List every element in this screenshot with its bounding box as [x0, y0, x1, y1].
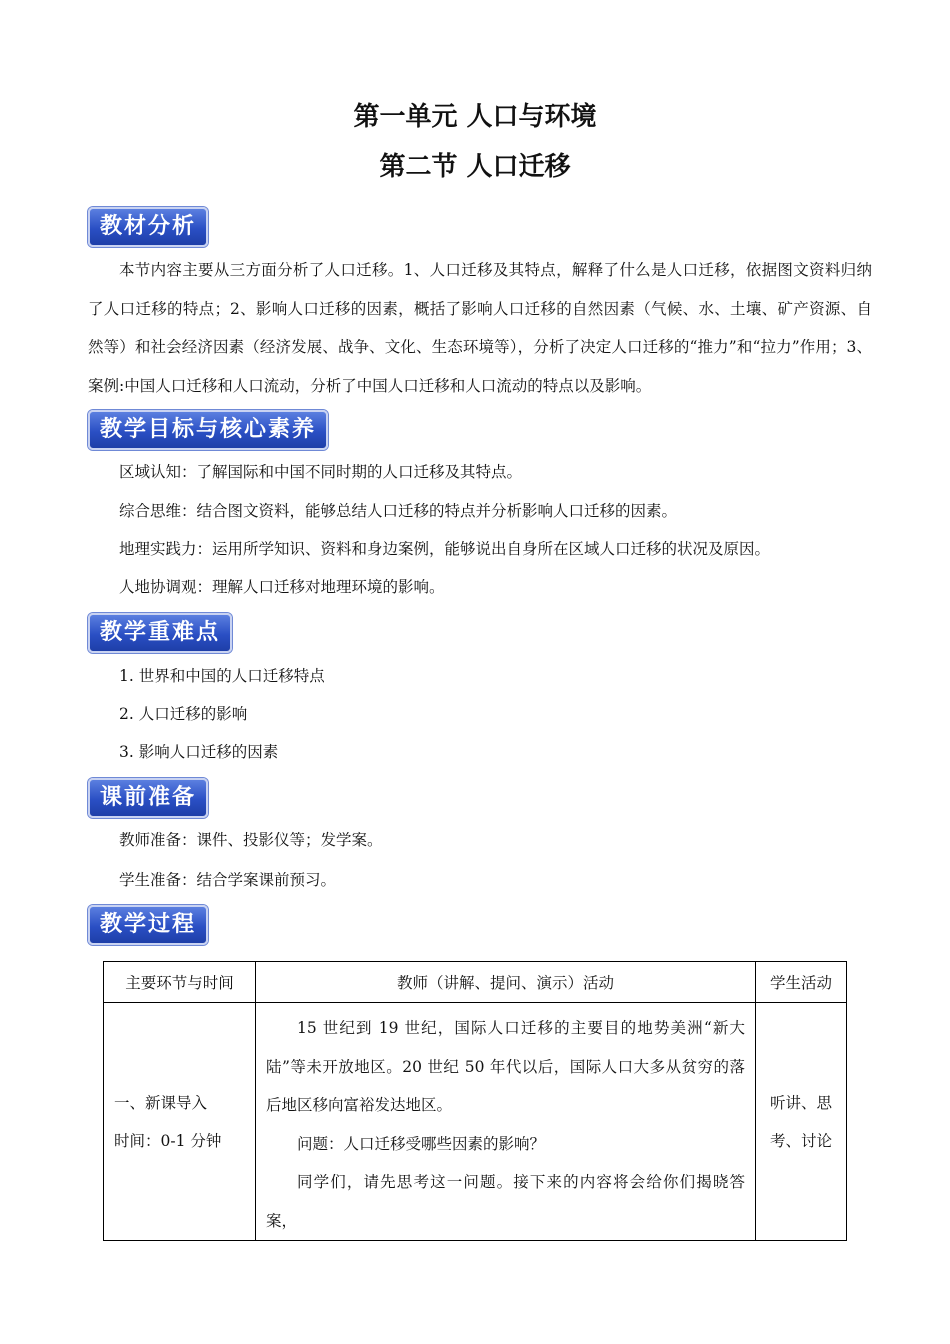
goal-human-earth-harmony: 人地协调观：理解人口迁移对地理环境的影响。 — [119, 578, 445, 596]
badge-textbook-analysis: 教材分析 — [88, 207, 208, 247]
student-activity-cell: 听讲、思考、讨论 — [756, 1003, 847, 1241]
teacher-activity-question: 问题：人口迁移受哪些因素的影响？ — [297, 1134, 546, 1153]
teacher-activity-paragraph: 15 世纪到 19 世纪，国际人口迁移的主要目的地势美洲“新大陆”等未开放地区。20 世纪 50 年代以后，国际人口大多从贫穷的落后地区移向富裕发达地区。 — [266, 1019, 745, 1114]
table-row — [104, 1003, 847, 1241]
student-preparation: 学生准备：结合学案课前预习。 — [119, 871, 337, 889]
teaching-process-table — [103, 961, 847, 1241]
goal-geographic-practice: 地理实践力：运用所学知识、资料和身边案例，能够说出自身所在区域人口迁移的状况及原因。 — [119, 540, 771, 558]
goal-regional-cognition: 区域认知：了解国际和中国不同时期的人口迁移及其特点。 — [119, 463, 523, 481]
unit-title: 第一单元 人口与环境 — [353, 102, 597, 132]
section-title: 第二节 人口迁移 — [379, 152, 571, 182]
header-stage-time: 主要环节与时间 — [104, 962, 256, 1003]
badge-preparation: 课前准备 — [88, 778, 208, 818]
keypoint-item: 1. 世界和中国的人口迁移特点 — [119, 667, 325, 685]
stage-name: 一、新课导入 — [114, 1093, 208, 1112]
teacher-preparation: 教师准备：课件、投影仪等；发学案。 — [119, 831, 383, 849]
badge-key-difficult-points: 教学重难点 — [88, 613, 232, 653]
keypoint-item: 3. 影响人口迁移的因素 — [119, 743, 279, 761]
stage-cell — [104, 1003, 256, 1241]
badge-teaching-process: 教学过程 — [88, 905, 208, 945]
table-header-row — [104, 962, 847, 1003]
analysis-paragraph: 本节内容主要从三方面分析了人口迁移。1、人口迁移及其特点，解释了什么是人口迁移，依据图文资料归纳了人口迁移的特点；2、影响人口迁移的因素，概括了影响人口迁移的自然因素（气候、水、土壤、矿产资源、自然等）和社会经济因素（经济发展、战争、文化、生态环境等），分析了决定人口迁移的“推力”和“拉力”作用；3、案例:中国人口迁移和人口流动，分析了中国人口迁移和人口流动的特点以及影响。 — [88, 261, 872, 395]
header-teacher-activity: 教师（讲解、提问、演示）活动 — [256, 962, 756, 1003]
teacher-activity-cell — [256, 1003, 756, 1241]
goal-comprehensive-thinking: 综合思维：结合图文资料，能够总结人口迁移的特点并分析影响人口迁移的因素。 — [119, 502, 678, 520]
keypoint-item: 2. 人口迁移的影响 — [119, 705, 248, 723]
header-student-activity: 学生活动 — [756, 962, 847, 1003]
stage-time: 时间：0-1 分钟 — [114, 1131, 222, 1150]
teacher-activity-paragraph: 同学们，请先思考这一问题。接下来的内容将会给你们揭晓答案， — [266, 1173, 745, 1230]
badge-teaching-goals: 教学目标与核心素养 — [88, 410, 328, 450]
